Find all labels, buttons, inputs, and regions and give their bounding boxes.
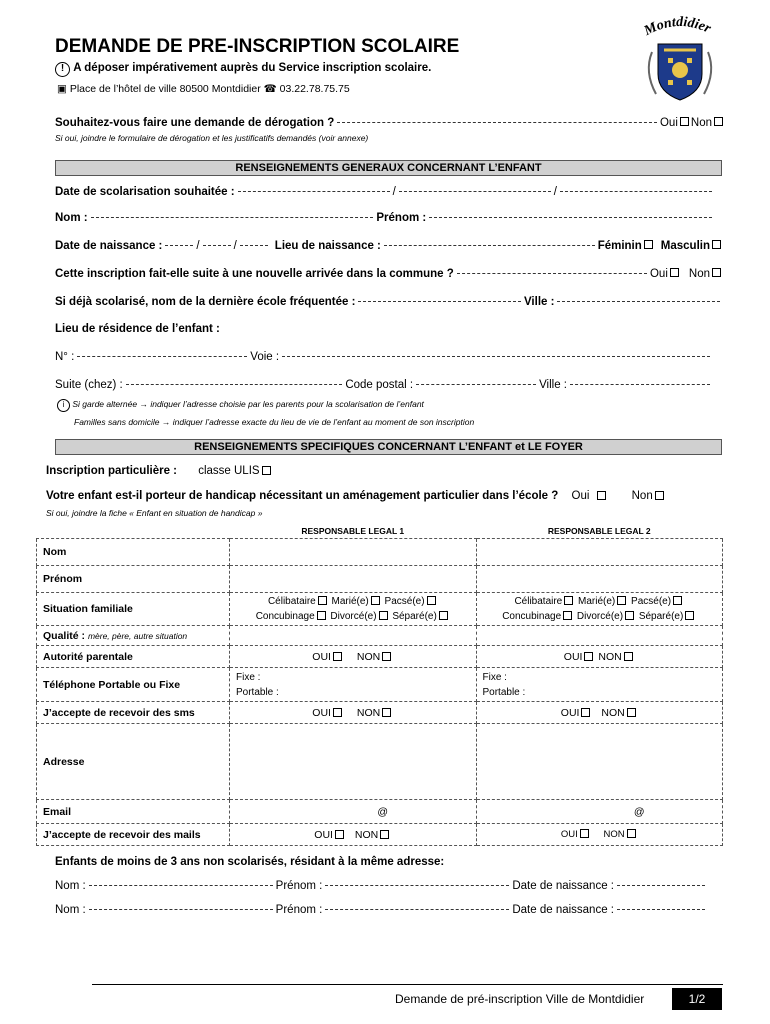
- non-label: NON: [603, 829, 625, 840]
- resp2-adresse-cell[interactable]: [476, 724, 723, 800]
- oui-label: OUI: [312, 650, 331, 663]
- derogation-oui-checkbox[interactable]: [680, 117, 689, 126]
- non-label: NON: [356, 706, 381, 719]
- enfant-row-2: [55, 904, 708, 916]
- crest-lettering: Montdidier: [641, 14, 713, 40]
- resp2-divorce-checkbox[interactable]: [625, 611, 634, 620]
- voie-label: Voie :: [250, 351, 280, 363]
- derogation-note: Si oui, joindre le formulaire de dérogation et les justificatifs demandés (voir annexe): [55, 133, 369, 143]
- resp2-sms-oui-checkbox[interactable]: [581, 708, 590, 717]
- separe-label: Séparé(e): [392, 611, 437, 622]
- enfant-date-label: Date de naissance :: [512, 904, 614, 916]
- inscription-label: Inscription particulière :: [46, 465, 177, 477]
- date-scol-year-field[interactable]: [560, 191, 712, 192]
- table-row: [37, 626, 723, 646]
- resp1-divorce-checkbox[interactable]: [379, 611, 388, 620]
- address-text: Place de l’hôtel de ville 80500 Montdidier: [69, 83, 261, 95]
- enfant-2-nom-field[interactable]: [89, 909, 273, 910]
- resp1-prenom-cell[interactable]: [230, 566, 477, 593]
- numero-voie-row: [55, 351, 713, 363]
- residence-note-2: Familles sans domicile → indiquer l’adresse exacte du lieu de vie de l’enfant au moment de son inscription: [74, 417, 475, 427]
- page-title: DEMANDE DE PRE-INSCRIPTION SCOLAIRE: [55, 36, 460, 57]
- table-row: [37, 724, 723, 800]
- resp2-email-cell[interactable]: [476, 800, 723, 824]
- derogation-non-checkbox[interactable]: [714, 117, 723, 126]
- resp2-qualite-cell[interactable]: [476, 626, 723, 646]
- resp1-qualite-cell[interactable]: [230, 626, 477, 646]
- resp1-mails-cell: [230, 824, 477, 846]
- date-naissance-label: Date de naissance :: [55, 240, 163, 252]
- resp2-nom-cell[interactable]: [476, 539, 723, 566]
- section-general-header: RENSEIGNEMENTS GENERAUX CONCERNANT L’ENFANT: [55, 160, 722, 176]
- enfants-title: Enfants de moins de 3 ans non scolarisés, résidant à la même adresse:: [55, 856, 445, 868]
- info-icon: !: [55, 62, 70, 77]
- row-label-qualite: [37, 626, 230, 646]
- date-scolarisation-row: Date de scolarisation souhaitée : / /: [55, 186, 715, 198]
- resp1-autorite-cell: [230, 646, 477, 668]
- prenom-label: Prénom :: [376, 212, 427, 224]
- enfant-1-date-field[interactable]: [617, 885, 705, 886]
- date-scol-month-field[interactable]: [399, 191, 551, 192]
- resp2-mails-non-checkbox[interactable]: [627, 829, 636, 838]
- naissance-day-field[interactable]: [165, 245, 193, 246]
- resp1-telephone-cell[interactable]: [230, 668, 477, 702]
- enfant-prenom-label: Prénom :: [275, 904, 323, 916]
- resp2-mails-oui-checkbox[interactable]: [580, 829, 589, 838]
- oui-label: OUI: [312, 706, 331, 719]
- residence-ville-label: Ville :: [539, 379, 567, 391]
- ulis-checkbox[interactable]: [262, 466, 271, 475]
- resp2-mails-cell: [476, 824, 723, 846]
- numero-field[interactable]: [77, 356, 247, 357]
- resp2-autorite-cell: [476, 646, 723, 668]
- ecole-row: [55, 296, 723, 308]
- resp1-sms-oui-checkbox[interactable]: [333, 708, 342, 717]
- resp2-sms-non-checkbox[interactable]: [627, 708, 636, 717]
- inscription-row: [46, 465, 273, 477]
- resp1-nom-cell[interactable]: [230, 539, 477, 566]
- masculin-checkbox[interactable]: [712, 240, 721, 249]
- residence-note-1: [57, 399, 424, 412]
- info-icon: i: [57, 399, 70, 412]
- building-icon: ▣: [57, 83, 67, 95]
- resp1-sms-non-checkbox[interactable]: [382, 708, 391, 717]
- divorce-label: Divorcé(e): [330, 611, 377, 622]
- ecole-ville-label: Ville :: [523, 296, 555, 308]
- page-number: 1/2: [672, 988, 722, 1010]
- phone-icon: ☎: [263, 83, 277, 95]
- table-row: [37, 800, 723, 824]
- voie-field[interactable]: [282, 356, 710, 357]
- resp1-situation-cell: [230, 593, 477, 626]
- responsable-1-header: RESPONSABLE LEGAL 1: [230, 524, 477, 539]
- feminin-checkbox[interactable]: [644, 240, 653, 249]
- naissance-row: Date de naissance : / / Lieu de naissance : Féminin Masculin: [55, 240, 723, 252]
- row-label-adresse: Adresse: [37, 724, 230, 800]
- resp1-autorite-oui-checkbox[interactable]: [333, 652, 342, 661]
- handicap-row: [46, 490, 666, 502]
- residence-note-1-text: Si garde alternée → indiquer l’adresse choisie par les parents pour la scolarisation de l’enfant: [72, 399, 424, 409]
- qualite-label: Qualité :: [43, 629, 86, 642]
- oui-label: OUI: [560, 706, 580, 719]
- ulis-label: classe ULIS: [198, 465, 260, 477]
- enfant-nom-label: Nom :: [55, 880, 86, 892]
- table-row: [37, 566, 723, 593]
- table-row: [37, 539, 723, 566]
- derogation-oui-label: Oui: [659, 117, 678, 129]
- enfant-nom-label: Nom :: [55, 904, 86, 916]
- numero-label: N° :: [55, 351, 75, 363]
- resp1-pacse-checkbox[interactable]: [427, 596, 436, 605]
- city-crest-logo: [630, 12, 730, 107]
- resp1-marie-checkbox[interactable]: [371, 596, 380, 605]
- ecole-label: Si déjà scolarisé, nom de la dernière école fréquentée :: [55, 296, 356, 308]
- naissance-month-field[interactable]: [203, 245, 231, 246]
- resp1-mails-oui-checkbox[interactable]: [335, 830, 344, 839]
- portable-label: Portable :: [236, 686, 279, 698]
- concubinage-label: Concubinage: [502, 611, 562, 622]
- resp1-autorite-non-checkbox[interactable]: [382, 652, 391, 661]
- code-postal-field[interactable]: [416, 384, 536, 385]
- enfant-2-prenom-field[interactable]: [325, 909, 509, 910]
- enfant-row-1: [55, 880, 708, 892]
- resp1-concubinage-checkbox[interactable]: [317, 611, 326, 620]
- oui-label: OUI: [314, 828, 333, 841]
- prenom-field[interactable]: [429, 217, 712, 218]
- resp2-autorite-non-checkbox[interactable]: [624, 652, 633, 661]
- svg-text:Montdidier: [641, 15, 713, 39]
- suite-label: Suite (chez) :: [55, 379, 123, 391]
- enfant-1-prenom-field[interactable]: [325, 885, 509, 886]
- non-label: NON: [601, 706, 625, 719]
- ecole-ville-field[interactable]: [557, 301, 720, 302]
- row-label-nom: Nom: [37, 539, 230, 566]
- resp2-situation-cell: [476, 593, 723, 626]
- lieu-residence-label: Lieu de résidence de l’enfant :: [55, 323, 220, 335]
- table-row: [37, 824, 723, 846]
- handicap-oui-checkbox[interactable]: [597, 491, 606, 500]
- fixe-label: Fixe :: [482, 671, 507, 683]
- row-label-telephone: Téléphone Portable ou Fixe: [37, 668, 230, 702]
- date-scolarisation-label: Date de scolarisation souhaitée :: [55, 186, 235, 198]
- nouvelle-arrivee-label: Cette inscription fait-elle suite à une nouvelle arrivée dans la commune ?: [55, 268, 454, 280]
- non-label: NON: [354, 828, 379, 841]
- footer-text: Demande de pré-inscription Ville de Montdidier: [395, 992, 645, 1006]
- table-row: [37, 646, 723, 668]
- responsable-2-header: RESPONSABLE LEGAL 2: [476, 524, 723, 539]
- non-label: NON: [598, 650, 622, 663]
- handicap-note: Si oui, joindre la fiche « Enfant en situation de handicap »: [46, 508, 263, 518]
- notice-text: A déposer impérativement auprès du Service inscription scolaire.: [73, 62, 432, 74]
- table-row: [37, 593, 723, 626]
- naissance-year-field[interactable]: [240, 245, 268, 246]
- resp2-marie-checkbox[interactable]: [617, 596, 626, 605]
- lieu-naissance-label: Lieu de naissance :: [274, 240, 381, 252]
- resp2-concubinage-checkbox[interactable]: [563, 611, 572, 620]
- enfant-2-date-field[interactable]: [617, 909, 705, 910]
- arrivee-oui-checkbox[interactable]: [670, 268, 679, 277]
- nom-field[interactable]: [91, 217, 374, 218]
- pacse-label: Pacsé(e): [384, 596, 425, 607]
- qualite-note: mère, père, autre situation: [87, 630, 188, 641]
- code-postal-label: Code postal :: [345, 379, 414, 391]
- marie-label: Marié(e): [331, 596, 369, 607]
- celibataire-label: Célibataire: [267, 596, 316, 607]
- at-sign: @: [377, 805, 389, 818]
- row-label-prenom: Prénom: [37, 566, 230, 593]
- notice-line: [55, 62, 431, 77]
- nouvelle-arrivee-row: [55, 268, 723, 280]
- suite-cp-row: [55, 379, 713, 391]
- handicap-label: Votre enfant est-il porteur de handicap nécessitant un aménagement particulier dans l’école ?: [46, 490, 559, 502]
- resp1-separe-checkbox[interactable]: [439, 611, 448, 620]
- address-line: [57, 83, 350, 95]
- feminin-label: Féminin: [597, 240, 642, 252]
- masculin-label: Masculin: [660, 240, 710, 252]
- handicap-non-checkbox[interactable]: [655, 491, 664, 500]
- resp1-mails-non-checkbox[interactable]: [380, 830, 389, 839]
- separe-label: Séparé(e): [638, 611, 684, 622]
- handicap-oui-label: Oui: [571, 490, 590, 502]
- pacse-label: Pacsé(e): [631, 596, 672, 607]
- nom-label: Nom :: [55, 212, 88, 224]
- lieu-naissance-field[interactable]: [384, 245, 595, 246]
- table-row: [37, 702, 723, 724]
- resp2-sms-cell: [476, 702, 723, 724]
- date-scol-day-field[interactable]: [238, 191, 390, 192]
- row-label-sms: J’accepte de recevoir des sms: [37, 702, 230, 724]
- arrivee-non-checkbox[interactable]: [712, 268, 721, 277]
- responsables-table: [36, 524, 723, 846]
- non-label: NON: [356, 650, 381, 663]
- arrivee-oui-label: Oui: [649, 268, 668, 280]
- row-label-email: Email: [37, 800, 230, 824]
- derogation-non-label: Non: [690, 117, 712, 129]
- resp2-prenom-cell[interactable]: [476, 566, 723, 593]
- oui-label: OUI: [560, 829, 578, 840]
- table-row: [37, 668, 723, 702]
- resp1-email-cell[interactable]: [230, 800, 477, 824]
- marie-label: Marié(e): [578, 596, 616, 607]
- resp1-sms-cell: [230, 702, 477, 724]
- portable-label: Portable :: [482, 686, 526, 698]
- at-sign: @: [633, 805, 645, 818]
- resp1-adresse-cell[interactable]: [230, 724, 477, 800]
- footer-divider: [92, 984, 723, 985]
- handicap-non-label: Non: [631, 490, 653, 502]
- nom-prenom-row: [55, 212, 715, 224]
- resp2-telephone-cell[interactable]: [476, 668, 723, 702]
- phone-text: 03.22.78.75.75: [279, 83, 350, 95]
- ecole-field[interactable]: [358, 301, 521, 302]
- celibataire-label: Célibataire: [514, 596, 563, 607]
- suite-field[interactable]: [126, 384, 343, 385]
- enfant-date-label: Date de naissance :: [512, 880, 614, 892]
- enfant-prenom-label: Prénom :: [275, 880, 323, 892]
- row-label-situation: Situation familiale: [37, 593, 230, 626]
- table-header-row: [37, 524, 723, 539]
- resp2-celibataire-checkbox[interactable]: [564, 596, 573, 605]
- divorce-label: Divorcé(e): [576, 611, 624, 622]
- resp2-separe-checkbox[interactable]: [685, 611, 694, 620]
- concubinage-label: Concubinage: [255, 611, 315, 622]
- resp2-pacse-checkbox[interactable]: [673, 596, 682, 605]
- resp2-autorite-oui-checkbox[interactable]: [584, 652, 593, 661]
- fixe-label: Fixe :: [236, 671, 261, 683]
- row-label-autorite: Autorité parentale: [37, 646, 230, 668]
- residence-ville-field[interactable]: [570, 384, 710, 385]
- derogation-label: Souhaitez-vous faire une demande de dérogation ?: [55, 117, 335, 129]
- derogation-question: [55, 117, 725, 129]
- arrivee-non-label: Non: [688, 268, 710, 280]
- row-label-mails: J’accepte de recevoir des mails: [37, 824, 230, 846]
- enfant-1-nom-field[interactable]: [89, 885, 273, 886]
- oui-label: OUI: [563, 650, 583, 663]
- resp1-celibataire-checkbox[interactable]: [318, 596, 327, 605]
- section-specific-header: RENSEIGNEMENTS SPECIFIQUES CONCERNANT L’ENFANT et LE FOYER: [55, 439, 722, 455]
